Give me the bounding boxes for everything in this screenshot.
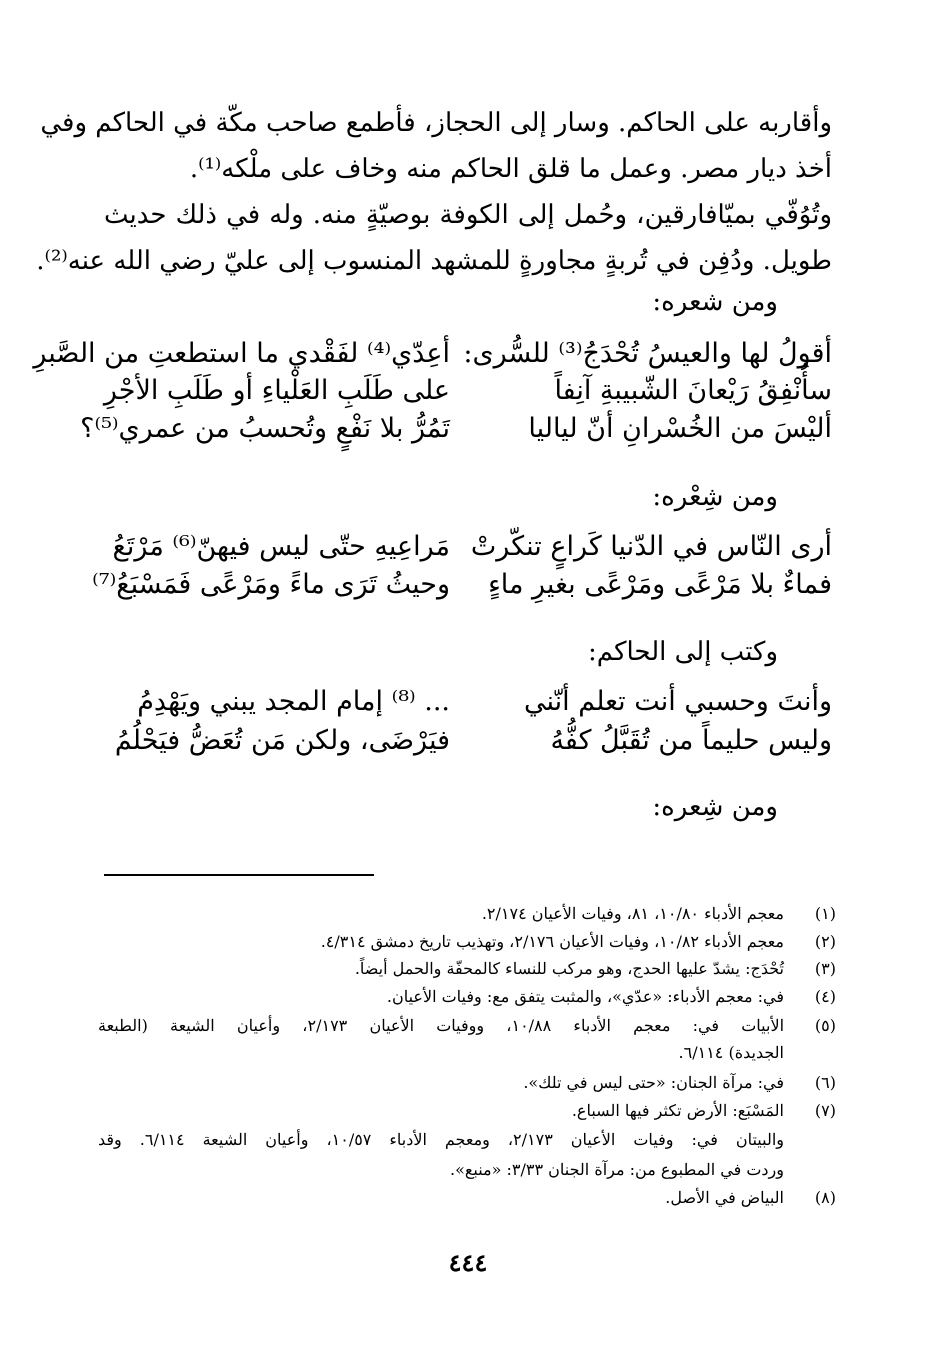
footnote-number: (٤): [814, 987, 836, 1006]
footnote-text: البياض في الأصل.: [665, 1188, 784, 1207]
footnote-text: والبيتان في: وفيات الأعيان ٢/١٧٣، ومعجم الأدباء ١٠/٥٧، وأعيان الشيعة ٦/١١٤. وقد: [98, 1130, 784, 1149]
footnote-number: (٧): [814, 1101, 836, 1120]
paragraph-line: وتُوُفّي بميّافارقين، وحُمل إلى الكوفة بوصيّةٍ منه. وله في ذلك حديث: [104, 200, 832, 230]
verse-first-hemistich: سأُنْفِقُ رَيْعانَ الشّبيبةِ آنِفاً: [554, 375, 832, 406]
footnote-number: (١): [814, 904, 836, 923]
footnote-separator: [104, 874, 374, 876]
verse-first-hemistich: فماءٌ بلا مَرْعًى ومَرْعًى بغيرِ ماءٍ: [488, 569, 832, 600]
verse-first-hemistich: وأنتَ وحسبي أنت تعلم أنّني: [523, 686, 832, 717]
poem-intro: ومن شعره:: [652, 287, 778, 317]
verse-first-hemistich: أليْسَ من الخُسْرانِ أنّ لياليا: [528, 413, 832, 444]
paragraph-1: [40, 100, 832, 192]
page-number: ٤٤٤: [448, 1248, 488, 1277]
footnote-number: (٨): [814, 1188, 836, 1207]
footnote-number: (٥): [814, 1016, 836, 1035]
paragraph-line: طويل. ودُفِن في تُربةٍ مجاورةٍ للمشهد المنسوب إلى عليّ رضي الله عنه⁽²⁾.: [36, 246, 832, 276]
verse-second-hemistich: تَمُرُّ بلا نَفْعٍ وتُحسبُ من عمري⁽⁵⁾؟: [80, 413, 450, 444]
footnote-text: الأبيات في: معجم الأدباء ١٠/٨٨، ووفيات الأعيان ٢/١٧٣، وأعيان الشيعة (الطبعة: [98, 1016, 785, 1035]
verse-second-hemistich: وحيثُ تَرَى ماءً ومَرْعًى فَمَسْبَعُ⁽⁷⁾: [92, 569, 450, 600]
poem-intro: ومن شِعره:: [652, 792, 778, 822]
footnote-number: (٢): [814, 932, 836, 951]
footnote-number: (٣): [814, 959, 836, 978]
paragraph-2: [36, 192, 832, 284]
footnote-number: (٦): [814, 1073, 836, 1092]
poem-intro: ومن شِعْره:: [652, 482, 778, 512]
footnote-text: في: معجم الأدباء: «عدّي»، والمثبت يتفق مع: وفيات الأعيان.: [386, 987, 784, 1006]
paragraph-line: وأقاربه على الحاكم. وسار إلى الحجاز، فأطمع صاحب مكّة في الحاكم وفي: [40, 108, 832, 138]
footnote-text: الجديدة) ٦/١١٤.: [678, 1043, 784, 1062]
poem-intro: وكتب إلى الحاكم:: [588, 637, 778, 667]
footnote-text: وردت في المطبوع من: مرآة الجنان ٣/٣٣: «منبع».: [449, 1160, 784, 1179]
verse-second-hemistich: مَراعِيهِ حتّى ليس فيهنّ⁽⁶⁾ مَرْتَعُ: [112, 531, 450, 562]
verse-second-hemistich: على طَلَبِ العَلْياءِ أو طَلَبِ الأجْرِ: [103, 375, 450, 406]
verse-first-hemistich: وليس حليماً من تُقَبَّلُ كفُّهُ: [550, 725, 832, 756]
footnote-text: المَسْبَع: الأرض تكثر فيها السباع.: [571, 1101, 784, 1120]
verse-second-hemistich: أعِدّي⁽⁴⁾ لفَقْدي ما استطعتِ من الصَّبرِ: [33, 338, 450, 369]
verse-second-hemistich: فيَرْضَى، ولكن مَن تُعَضُّ فيَحْلُمُ: [114, 725, 450, 756]
verse-first-hemistich: أقولُ لها والعيسُ تُحْدَجُ⁽³⁾ للسُّرى:: [463, 338, 832, 369]
footnote-text: معجم الأدباء ١٠/٨٢، وفيات الأعيان ٢/١٧٦، وتهذيب تاريخ دمشق ٤/٣١٤.: [320, 932, 784, 951]
footnote-text: معجم الأدباء ١٠/٨٠، ٨١، وفيات الأعيان ٢/١٧٤.: [481, 904, 784, 923]
footnote-text: تُحْدَج: يشدّ عليها الحدج، وهو مركب للنساء كالمحفّة والحمل أيضاً.: [354, 959, 784, 978]
footnote-text: في: مرآة الجنان: «حتى ليس في تلك».: [523, 1073, 784, 1092]
paragraph-line: أخذ ديار مصر. وعمل ما قلق الحاكم منه وخاف على ملْكه⁽¹⁾.: [189, 154, 832, 184]
verse-first-hemistich: أرى النّاس في الدّنيا كَراعٍ تنكّرتْ: [470, 531, 832, 562]
verse-second-hemistich: ... ⁽⁸⁾ إمام المجد يبني ويَهْدِمُ: [137, 686, 450, 717]
